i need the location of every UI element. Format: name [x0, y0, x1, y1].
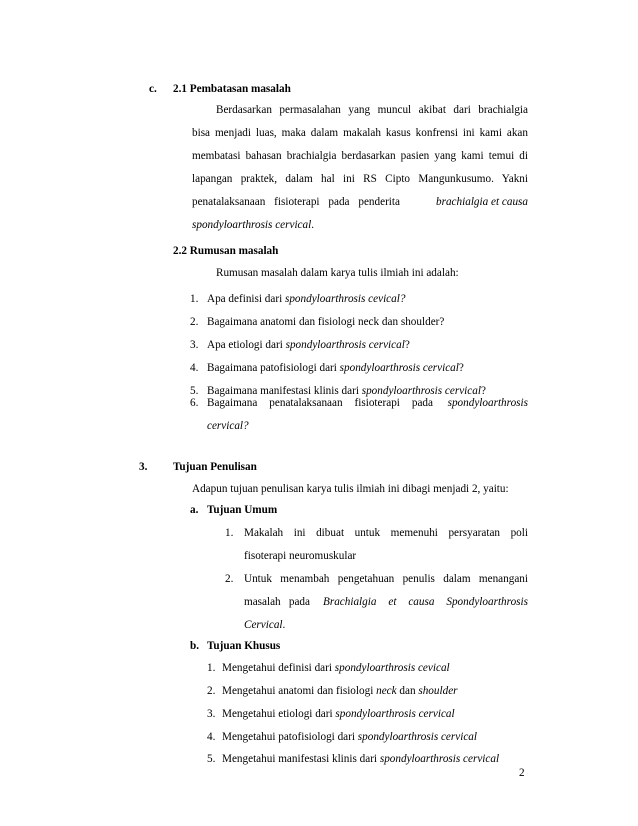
term-italic: spondyloarthrosis cervical [335, 708, 455, 720]
para-tail: . [311, 219, 315, 231]
list-num: 1. [207, 662, 216, 674]
section-marker-c: c. [149, 83, 157, 95]
list-item [207, 338, 410, 352]
list-text: Untuk menambah pengetahuan penulis dalam menangani [244, 573, 528, 585]
term-italic: spondyloarthrosis cervical [361, 385, 481, 397]
list-text: Bagaimana manifestasi klinis dari [207, 385, 362, 397]
term-italic: Cervical [244, 619, 283, 631]
list-text: Mengetahui etiologi dari [222, 708, 336, 720]
list-text: Apa definisi dari [207, 293, 285, 305]
list-text: Mengetahui patofisiologi dari [222, 731, 358, 743]
list-text: Mengetahui definisi dari [222, 662, 335, 674]
list-text: Apa etiologi dari [207, 339, 286, 351]
term-italic: spondyloarthrosis cervical [339, 362, 459, 374]
list-num: 1. [190, 293, 199, 305]
list-item [222, 684, 458, 698]
list-text: fisoterapi neuromuskular [244, 550, 357, 562]
heading-2-1: 2.1 Pembatasan masalah [173, 83, 291, 95]
list-item [207, 396, 528, 410]
list-item-cont [244, 618, 285, 632]
heading-tujuan-khusus: Tujuan Khusus [207, 640, 281, 652]
list-tail: ? [458, 362, 464, 374]
list-item [207, 315, 444, 329]
list-item [222, 730, 477, 744]
list-text: Makalah ini dibuat untuk memenuhi persyaratan poli [244, 527, 528, 539]
para-line: lapangan praktek, dalam hal ini RS Cipto Mangunkusumo. Yakni [192, 173, 528, 185]
list-num: 2. [190, 316, 199, 328]
list-text: masalah pada [244, 596, 310, 608]
list-item [207, 361, 464, 375]
para-line: membatasi bahasan brachialgia berdasarkan pasien yang kami temui di [192, 150, 528, 162]
list-num: 4. [207, 731, 216, 743]
list-tail: ? [404, 339, 410, 351]
subsection-marker-b: b. [190, 640, 200, 652]
list-num: 3. [207, 708, 216, 720]
list-num: 2. [207, 685, 216, 697]
list-text: dan [396, 685, 419, 697]
term-italic: cervical? [207, 420, 249, 432]
list-item [222, 661, 450, 675]
heading-2-2: 2.2 Rumusan masalah [173, 245, 279, 257]
para-line: Berdasarkan permasalahan yang muncul akibat dari brachialgia [216, 104, 528, 116]
list-tail: ? [480, 385, 486, 397]
list-text: Bagaimana penatalaksanaan fisioterapi pada [207, 397, 433, 409]
list-num: 4. [190, 362, 199, 374]
subsection-marker-a: a. [190, 504, 199, 516]
list-num: 5. [190, 385, 199, 397]
heading-tujuan-umum: Tujuan Umum [207, 504, 278, 516]
list-num: 5. [207, 753, 216, 765]
list-item [244, 595, 528, 609]
para-line [192, 195, 528, 209]
list-num: 2. [225, 573, 234, 585]
list-text: Mengetahui manifestasi klinis dari [222, 753, 380, 765]
term-italic: spondyloarthrosis cervical [192, 219, 312, 231]
term-italic: neck [376, 685, 397, 697]
term-italic: spondyloarthrosis cervical [379, 753, 500, 765]
rumusan-intro: Rumusan masalah dalam karya tulis ilmiah ini adalah: [216, 267, 459, 279]
list-num: 6. [190, 397, 199, 409]
term-italic: spondyloarthrosis cevical? [284, 293, 406, 305]
term-italic: spondyloarthrosis cevical [334, 662, 450, 674]
heading-tujuan: Tujuan Penulisan [173, 461, 257, 473]
term-italic: Brachialgia et causa Spondyloarthrosis [323, 596, 528, 608]
list-tail: . [282, 619, 286, 631]
para-line [192, 218, 314, 232]
list-text: Mengetahui anatomi dan fisiologi [222, 685, 377, 697]
list-item [222, 707, 455, 721]
list-item [207, 292, 405, 306]
para-text: penatalaksanaan fisioterapi pada penderita [192, 196, 400, 208]
list-text: Bagaimana patofisiologi dari [207, 362, 340, 374]
list-num: 1. [225, 527, 234, 539]
list-item [222, 752, 499, 766]
term-italic: spondyloarthrosis cervical [357, 731, 477, 743]
tujuan-intro: Adapun tujuan penulisan karya tulis ilmiah ini dibagi menjadi 2, yaitu: [192, 483, 509, 495]
term-italic: shoulder [418, 685, 458, 697]
section-number-3: 3. [139, 461, 148, 473]
para-line: bisa menjadi luas, maka dalam makalah kasus konfrensi ini kami akan [192, 127, 528, 139]
term-italic: spondyloarthrosis [447, 397, 528, 409]
list-item-cont [207, 419, 249, 433]
term-italic: brachialgia et causa [436, 196, 528, 208]
list-num: 3. [190, 339, 199, 351]
page-number: 2 [519, 767, 525, 779]
term-italic: spondyloarthrosis cervical [285, 339, 405, 351]
list-text: Bagaimana anatomi dan fisiologi neck dan shoulder? [207, 316, 445, 328]
